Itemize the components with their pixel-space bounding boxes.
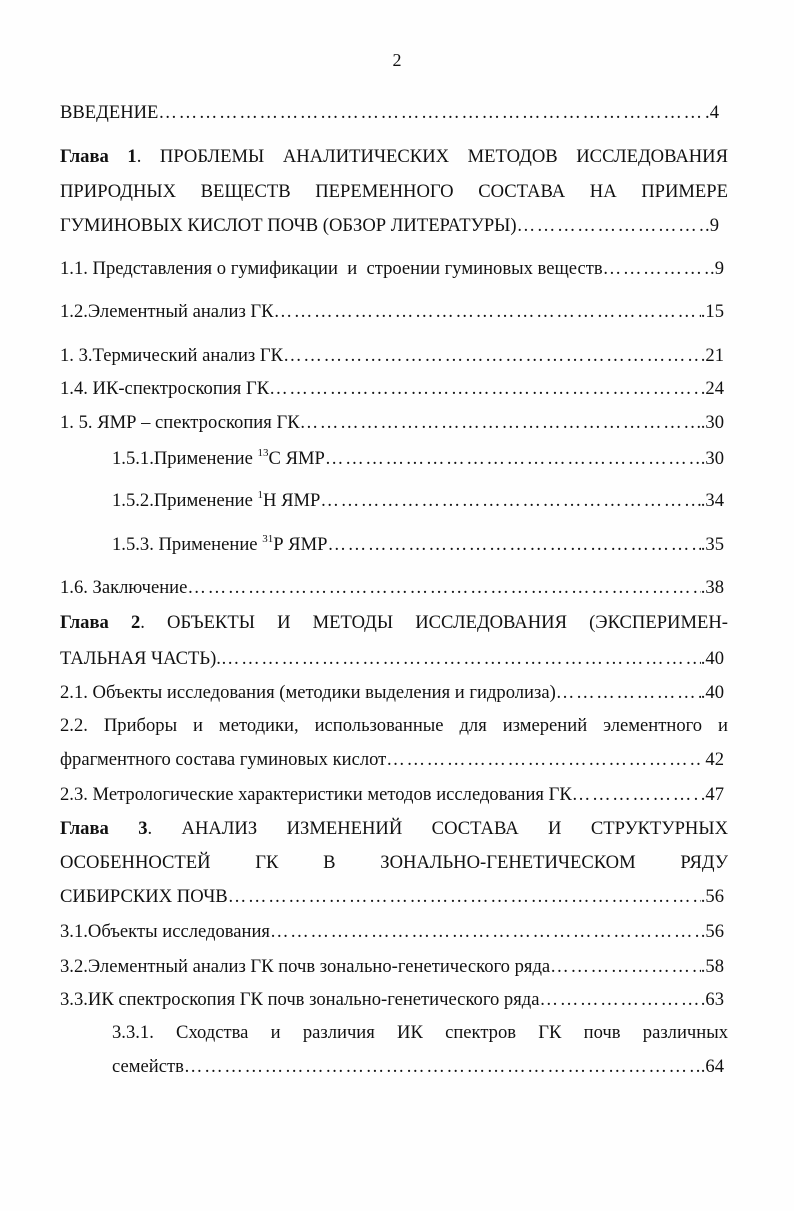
toc-chapter-2-line-1: Глава 2. ОБЪЕКТЫ И МЕТОДЫ ИССЛЕДОВАНИЯ (ЭКСПЕРИМЕН- — [60, 612, 728, 633]
toc-entry-1-5-3: 1.5.3. Применение $^{31}$Р ЯМР ………………………………………………………………………………………………………………………………………………………… .35 — [112, 533, 724, 557]
toc-entry-1-5: 1. 5. ЯМР – спектроскопия ГК ………………………………………………………………………………………………………………………………………………………… .30 — [60, 411, 724, 435]
toc-entry-1-5-1: 1.5.1.Применение $^{13}$С ЯМР ………………………………………………………………………………………………………………………………………………………… .30 — [112, 447, 724, 471]
page-number: 2 — [392, 50, 402, 70]
toc-entry-2-3: 2.3. Метрологические характеристики методов исследования ГК ………………………………………………………………………………………………………………………………………………………… .47 — [60, 783, 724, 807]
toc-entry-3-2: 3.2. Элементный анализ ГК почв зонально-генетического ряда ………………………………………………………………………………………………………………………………………………………… .58 — [60, 955, 724, 979]
toc-chapter-3-line-1: Глава 3. АНАЛИЗ ИЗМЕНЕНИЙ СОСТАВА И СТРУКТУРНЫХ — [60, 818, 728, 839]
toc-chapter-1-line-2: ПРИРОДНЫХ ВЕЩЕСТВ ПЕРЕМЕННОГО СОСТАВА НА ПРИМЕРЕ — [60, 181, 728, 202]
toc-entry-1-6: 1.6. Заключение ………………………………………………………………………………………………………………………………………………………… .38 — [60, 576, 724, 600]
toc-entry-1-1: 1.1. Представления о гумификации и строении гуминовых веществ ………………………………………………………………………………………………………………………………………………………… .9 — [60, 257, 724, 281]
toc-chapter-3-line-3: СИБИРСКИХ ПОЧВ ………………………………………………………………………………………………………………………………………………………… .56 — [60, 885, 724, 909]
toc-entry-1-3: 1. 3.Термический анализ ГК ………………………………………………………………………………………………………………………………………………………… .21 — [60, 344, 724, 368]
toc-entry-3-3-1-line-2: семейств ………………………………………………………………………………………………………………………………………………………… .64 — [112, 1055, 724, 1079]
toc-entry-3-3: 3.3. ИК спектроскопия ГК почв зонально-генетического ряда ………………………………………………………………………………………………………………………………………………………… .63 — [60, 988, 724, 1012]
toc-entry-1-2: 1.2.Элементный анализ ГК ………………………………………………………………………………………………………………………………………………………… .15 — [60, 300, 724, 324]
toc-chapter-1-line-1: Глава 1. ПРОБЛЕМЫ АНАЛИТИЧЕСКИХ МЕТОДОВ ИССЛЕДОВАНИЯ — [60, 146, 728, 167]
toc-chapter-2-line-2: ТАЛЬНАЯ ЧАСТЬ). ………………………………………………………………………………………………………………………………………………………… .40 — [60, 647, 724, 671]
toc-entry-2-2-line-1: 2.2. Приборы и методики, использованные для измерений элементного и — [60, 715, 728, 736]
toc-entry-3-3-1-line-1: 3.3.1. Сходства и различия ИК спектров ГК почв различных — [112, 1022, 728, 1043]
toc-entry-3-1: 3.1. Объекты исследования ………………………………………………………………………………………………………………………………………………………… .56 — [60, 920, 724, 944]
toc-entry-1-4: 1.4. ИК-спектроскопия ГК ………………………………………………………………………………………………………………………………………………………… .24 — [60, 377, 724, 401]
toc-entry-1-5-2: 1.5.2.Применение $^1$Н ЯМР ………………………………………………………………………………………………………………………………………………………… .34 — [112, 489, 724, 513]
toc-chapter-3-line-2: ОСОБЕННОСТЕЙ ГК В ЗОНАЛЬНО-ГЕНЕТИЧЕСКОМ РЯДУ — [60, 852, 728, 873]
toc-entry-2-2-line-2: фрагментного состава гуминовых кислот ………………………………………………………………………………………………………………………………………………………… . 42 — [60, 748, 724, 772]
toc-entry-2-1: 2.1. Объекты исследования (методики выделения и гидролиза) ………………………………………………………………………………………………………………………………………………………… .40 — [60, 681, 724, 705]
toc-chapter-1-line-3: ГУМИНОВЫХ КИСЛОТ ПОЧВ (ОБЗОР ЛИТЕРАТУРЫ) ………………………………………………………………………………………………………………………………………………………… .9 — [60, 214, 719, 238]
toc-entry-intro: ВВЕДЕНИЕ ………………………………………………………………………………………………………………………………………………………… .4 — [60, 101, 719, 125]
